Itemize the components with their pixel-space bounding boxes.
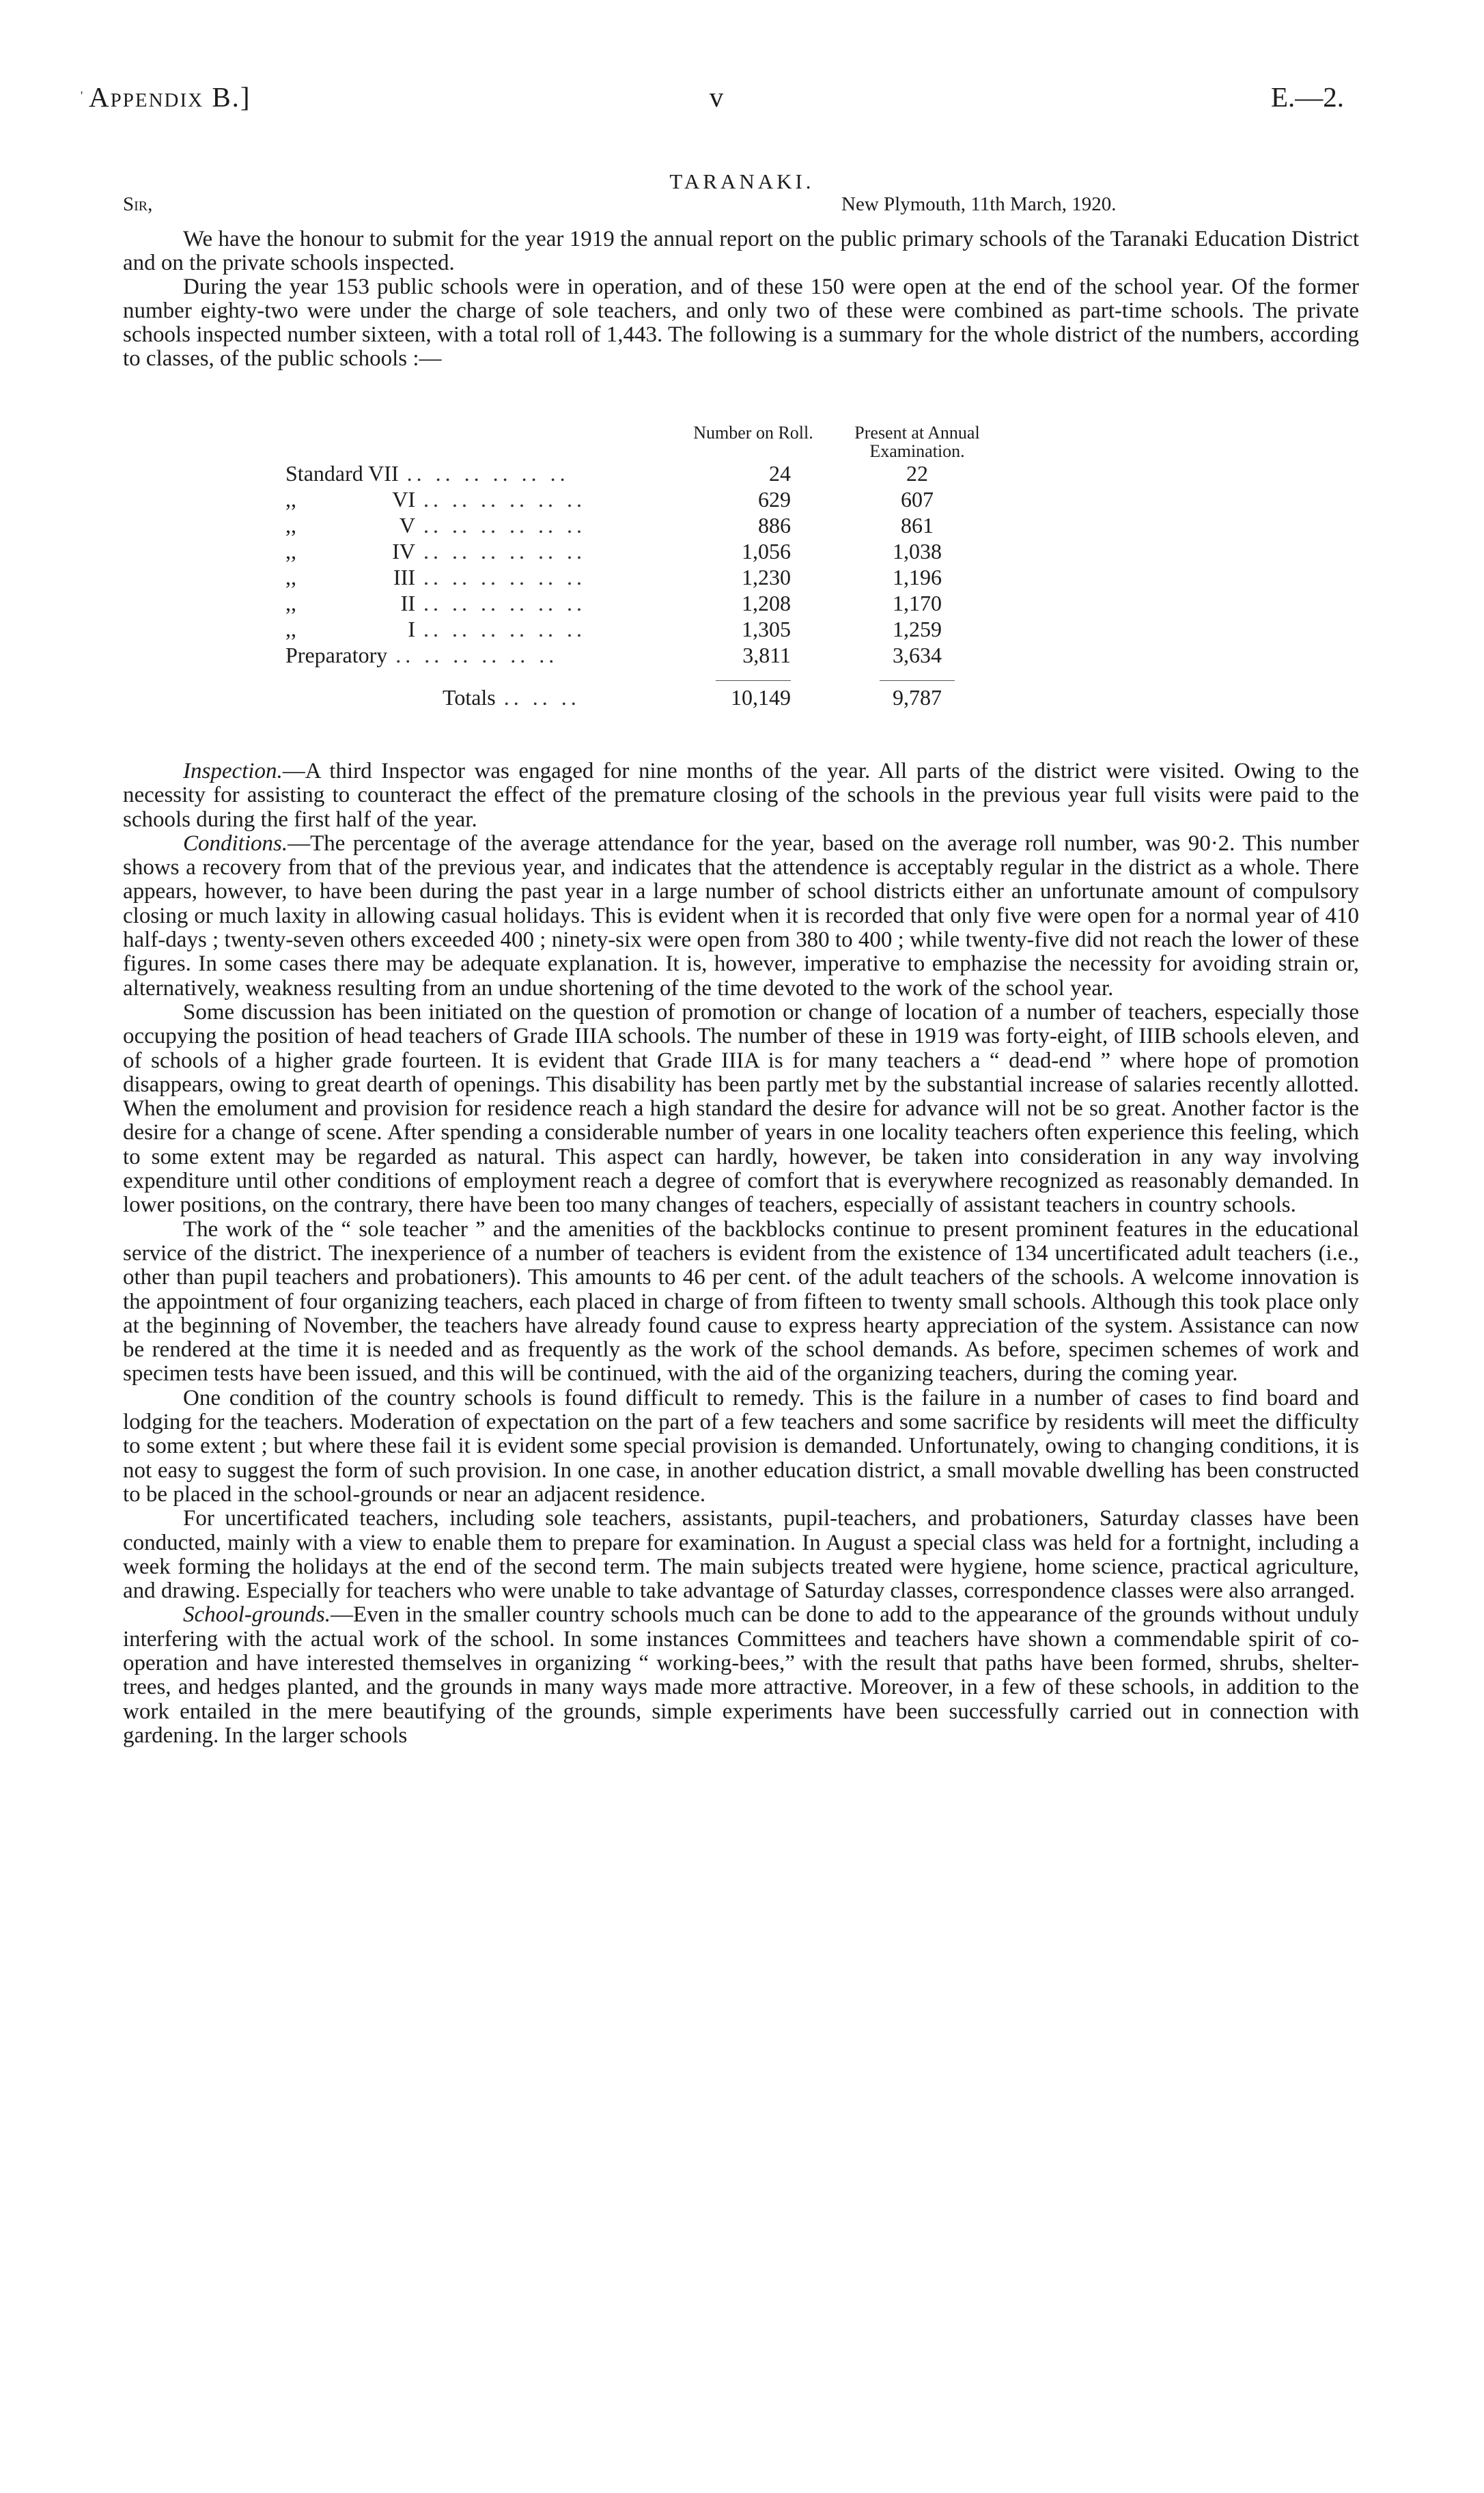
- salutation: Sir,: [123, 193, 153, 215]
- margin-mark: ': [81, 89, 83, 102]
- paragraph: One condition of the country schools is found difficult to remedy. This is the failure in a number of cases to find board and lodging for the teachers. Moderation of expectation on the part of a few teachers and some sacrifice by residents will meet the difficulty to some extent ; but where these fail it is evident some special provision is demanded. Unfortunately, owing to changing conditions, it is not easy to suggest the form of such provision. In one case, in another education district, a small movable dwelling has been constructed to be placed in the school-grounds or near an adjacent residence.: [123, 1385, 1359, 1507]
- table-header-row: [285, 423, 1003, 460]
- table-row: Preparatory .. .. .. .. .. .. 3,811 3,634: [285, 643, 942, 667]
- table-row: ,, III .. .. .. .. .. .. 1,230 1,196: [285, 565, 942, 589]
- paragraph: The work of the “ sole teacher ” and the amenities of the backblocks continue to present prominent features in the educational service of the district. The inexperience of a number of teachers is evident from the existence of 134 uncertificated adult teachers (i.e., other than pupil teachers and probationers). This amounts to 46 per cent. of the adult teachers of the schools. A welcome innovation is the appointment of four organizing teachers, each placed in charge of from fifteen to twenty small schools. Although this took place only at the beginning of November, the teachers have already found cause to express hearty appreciation of the system. Assistance can now be rendered at the time it is needed and as frequently as the work of the school demands. As before, specimen schemes of work and specimen tests have been issued, and this will be continued, with the aid of the organizing teachers, during the coming year.: [123, 1216, 1359, 1387]
- document-code: E.—2.: [1270, 81, 1344, 113]
- column-header-present: Present at Annual Examination.: [854, 423, 980, 461]
- paragraph: During the year 153 public schools were in operation, and of these 150 were open at the end of the school year. Of the former number eighty-two were under the charge of sole teachers, and only two of these were combined as part-time schools. The private schools inspected number sixteen, with a total roll of 1,443. The following is a summary for the whole district of the numbers, according to classes, of the public schools :—: [123, 275, 1359, 371]
- appendix-label: Appendix B.]: [89, 81, 251, 113]
- paragraph: We have the honour to submit for the year 1919 the annual report on the public primary schools of the Taranaki Education District and on the private schools inspected.: [123, 227, 1359, 275]
- paragraph-school-grounds: School-grounds.—Even in the smaller country schools much can be done to add to the appearance of the grounds without unduly interfering with the actual work of the school. In some instances Committees and teachers have shown a commendable spirit of co-operation and have interested themselves in organizing “ working-bees,” with the result that paths have been formed, shrubs, shelter-trees, and hedges planted, and the grounds in many ways made more attractive. Moreover, in a few of these schools, in addition to the work entailed in the mere beautifying of the grounds, simple experiments have been successfully carried out in connection with gardening. In the larger schools: [123, 1602, 1359, 1748]
- table-row: ,, IV .. .. .. .. .. .. 1,056 1,038: [285, 539, 942, 563]
- intro-text: [123, 227, 1359, 371]
- page-header: [89, 81, 1344, 122]
- paragraph: For uncertificated teachers, including sole teachers, assistants, pupil-teachers, and probationers, Saturday classes have been conducted, mainly with a view to enable them to prepare for examination. In August a special class was held for a fortnight, including a week forming the holidays at the end of the second term. The main subjects treated were hygiene, home science, practical agriculture, and drawing. Especially for teachers who were unable to take advantage of Saturday classes, correspondence classes were also arranged.: [123, 1506, 1359, 1604]
- table-row: ,, I .. .. .. .. .. .. 1,305 1,259: [285, 617, 942, 641]
- paragraph-inspection: Inspection.—A third Inspector was engaged for nine months of the year. All parts of the district were visited. Owing to the necessity for assisting to counteract the effect of the premature closing of the schools in the previous year full visits were paid to the schools during the first half of the year.: [123, 759, 1359, 832]
- paragraph: Some discussion has been initiated on the question of promotion or change of location of a number of teachers, especially those occupying the position of head teachers of Grade IIIA schools. The number of these in 1919 was forty-eight, of IIIB schools eleven, and of schools of a higher grade fourteen. It is evident that Grade IIIA is for many teachers a “ dead-end ” where hope of promotion disappears, owing to great dearth of openings. This disability has been partly met by the substantial increase of salaries recently allotted. When the emolument and provision for residence reach a high standard the desire for advance will not be so great. Another factor is the desire for a change of scene. After spending a considerable number of years in one locality teachers often experience this feeling, which to some extent may be regarded as natural. This aspect can hardly, however, be taken into consideration in any way involving expenditure until other conditions of employment reach a degree of comfort that is everywhere recognized as reasonably demanded. In lower positions, on the contrary, there have been too many changes of teachers, especially of assistant teachers in country schools.: [123, 999, 1359, 1218]
- page-number: v: [709, 81, 724, 113]
- paragraph-conditions: Conditions.—The percentage of the average attendance for the year, based on the average roll number, was 90·2. This number shows a recovery from that of the previous year, and indicates that the attendence is acceptably regular in the district as a whole. There appears, however, to have been during the past year in a large number of school districts either an unfortunate amount of compulsory closing or much laxity in allowing casual holidays. This is evident when it is recorded that only five were open for a normal year of 410 half-days ; twenty-seven others exceeded 400 ; ninety-six were open from 380 to 400 ; while twenty-five did not reach the lower of these figures. In some cases there may be adequate explanation. It is, however, imperative to emphazise the necessity for avoiding strain or, alternatively, weakness resulting from an undue shortening of the time devoted to the work of the school year.: [123, 831, 1359, 1001]
- table-row: ,, V .. .. .. .. .. .. 886 861: [285, 513, 934, 538]
- report-body: [123, 760, 1359, 1748]
- place-date: New Plymouth, 11th March, 1920.: [841, 193, 1117, 215]
- column-header-roll: Number on Roll.: [693, 423, 813, 443]
- table-row: ,, VI .. .. .. .. .. .. 629 607: [285, 487, 934, 512]
- table-row: ,, II .. .. .. .. .. .. 1,208 1,170: [285, 591, 942, 615]
- class-summary-table: [285, 423, 1003, 710]
- table-totals-row: Totals .. .. .. 10,149 9,787: [285, 668, 1003, 710]
- page-title: TARANAKI.: [669, 169, 815, 193]
- table-row: Standard VII .. .. .. .. .. .. 24 22: [285, 461, 928, 486]
